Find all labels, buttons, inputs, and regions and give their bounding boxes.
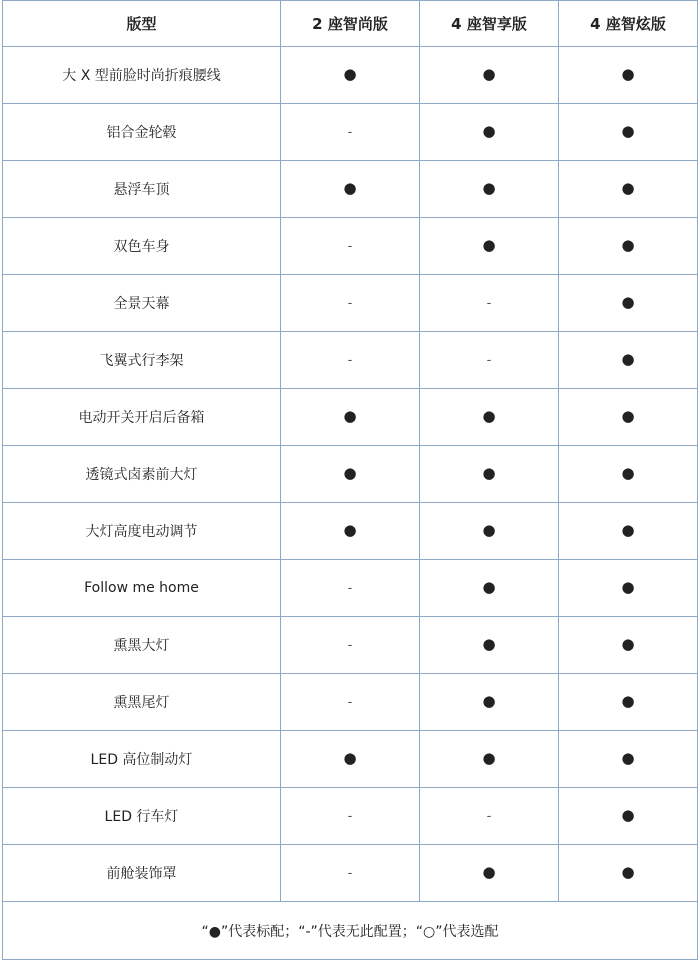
not-available-mark: - <box>347 125 353 140</box>
feature-label: 悬浮车顶 <box>3 161 281 218</box>
spec-cell <box>420 161 559 218</box>
standard-mark: ● <box>343 521 357 539</box>
standard-mark: ● <box>621 863 635 881</box>
standard-mark: ● <box>621 407 635 425</box>
spec-cell <box>281 617 420 674</box>
standard-mark: ● <box>621 293 635 311</box>
not-available-mark: - <box>486 296 492 311</box>
standard-mark: ● <box>482 521 496 539</box>
standard-mark: ● <box>621 692 635 710</box>
header-trim-2seat-zhishang: 2 座智尚版 <box>281 1 420 47</box>
spec-cell <box>420 731 559 788</box>
spec-cell <box>281 788 420 845</box>
standard-mark: ● <box>621 122 635 140</box>
spec-cell <box>281 560 420 617</box>
standard-mark: ● <box>343 407 357 425</box>
spec-cell <box>420 674 559 731</box>
spec-cell <box>281 47 420 104</box>
spec-cell <box>281 104 420 161</box>
standard-mark: ● <box>482 236 496 254</box>
spec-cell <box>559 47 698 104</box>
table-row <box>3 503 698 560</box>
spec-cell <box>281 332 420 389</box>
spec-cell <box>281 389 420 446</box>
standard-mark: ● <box>621 521 635 539</box>
spec-cell <box>281 731 420 788</box>
standard-mark: ● <box>482 578 496 596</box>
not-available-mark: - <box>347 239 353 254</box>
spec-cell <box>420 503 559 560</box>
spec-cell <box>559 104 698 161</box>
spec-cell <box>559 845 698 902</box>
spec-cell <box>420 104 559 161</box>
standard-mark: ● <box>621 806 635 824</box>
spec-cell <box>559 332 698 389</box>
spec-cell <box>420 446 559 503</box>
feature-label: 前舱装饰罩 <box>3 845 281 902</box>
header-trim-4seat-zhixuan: 4 座智炫版 <box>559 1 698 47</box>
spec-cell <box>559 788 698 845</box>
standard-mark: ● <box>621 350 635 368</box>
spec-cell <box>559 617 698 674</box>
spec-cell <box>281 275 420 332</box>
standard-mark: ● <box>621 65 635 83</box>
standard-mark: ● <box>482 122 496 140</box>
not-available-mark: - <box>347 296 353 311</box>
table-row <box>3 731 698 788</box>
spec-cell <box>559 218 698 275</box>
table-row <box>3 617 698 674</box>
feature-label: 熏黑尾灯 <box>3 674 281 731</box>
feature-label: 全景天幕 <box>3 275 281 332</box>
spec-cell <box>420 218 559 275</box>
standard-mark: ● <box>343 179 357 197</box>
standard-mark: ● <box>621 749 635 767</box>
table-row <box>3 218 698 275</box>
standard-mark: ● <box>482 179 496 197</box>
spec-cell <box>281 674 420 731</box>
table-row <box>3 788 698 845</box>
standard-mark: ● <box>482 65 496 83</box>
spec-cell <box>420 845 559 902</box>
spec-cell <box>559 161 698 218</box>
spec-cell <box>420 788 559 845</box>
spec-cell <box>559 503 698 560</box>
spec-cell <box>559 446 698 503</box>
table-body <box>3 47 698 902</box>
standard-mark: ● <box>621 464 635 482</box>
spec-cell <box>281 218 420 275</box>
spec-cell <box>559 560 698 617</box>
feature-label: 飞翼式行李架 <box>3 332 281 389</box>
table-row <box>3 845 698 902</box>
spec-cell <box>559 275 698 332</box>
standard-mark: ● <box>343 65 357 83</box>
spec-cell <box>420 275 559 332</box>
spec-cell <box>420 617 559 674</box>
spec-cell <box>420 47 559 104</box>
spec-table <box>2 0 698 960</box>
standard-mark: ● <box>621 578 635 596</box>
table-row <box>3 389 698 446</box>
standard-mark: ● <box>482 464 496 482</box>
table-row <box>3 275 698 332</box>
table-row <box>3 674 698 731</box>
header-trim-4seat-zhixiang: 4 座智享版 <box>420 1 559 47</box>
table-row <box>3 332 698 389</box>
legend-row <box>3 902 698 960</box>
spec-cell <box>281 161 420 218</box>
spec-cell <box>559 389 698 446</box>
spec-cell <box>420 389 559 446</box>
table-header <box>3 1 698 47</box>
feature-label: LED 高位制动灯 <box>3 731 281 788</box>
standard-mark: ● <box>621 236 635 254</box>
feature-label: 大 X 型前脸时尚折痕腰线 <box>3 47 281 104</box>
not-available-mark: - <box>347 638 353 653</box>
not-available-mark: - <box>347 866 353 881</box>
not-available-mark: - <box>347 353 353 368</box>
standard-mark: ● <box>621 635 635 653</box>
header-row <box>3 1 698 47</box>
feature-label: 双色车身 <box>3 218 281 275</box>
standard-mark: ● <box>482 407 496 425</box>
spec-cell <box>281 845 420 902</box>
standard-mark: ● <box>482 635 496 653</box>
table-row <box>3 47 698 104</box>
standard-mark: ● <box>482 863 496 881</box>
table-row <box>3 104 698 161</box>
standard-mark: ● <box>482 692 496 710</box>
header-feature: 版型 <box>3 1 281 47</box>
standard-mark: ● <box>343 749 357 767</box>
standard-mark: ● <box>621 179 635 197</box>
table-row <box>3 560 698 617</box>
table-row <box>3 446 698 503</box>
standard-mark: ● <box>482 749 496 767</box>
spec-cell <box>559 731 698 788</box>
legend-text: “●”代表标配；“-”代表无此配置；“○”代表选配 <box>3 902 698 960</box>
spec-cell <box>281 503 420 560</box>
spec-cell <box>420 332 559 389</box>
not-available-mark: - <box>486 809 492 824</box>
spec-cell <box>281 446 420 503</box>
table-row <box>3 161 698 218</box>
standard-mark: ● <box>343 464 357 482</box>
not-available-mark: - <box>486 353 492 368</box>
not-available-mark: - <box>347 809 353 824</box>
feature-label: 铝合金轮毂 <box>3 104 281 161</box>
feature-label: 电动开关开启后备箱 <box>3 389 281 446</box>
feature-label: 透镜式卤素前大灯 <box>3 446 281 503</box>
table-footer <box>3 902 698 960</box>
feature-label: 大灯高度电动调节 <box>3 503 281 560</box>
spec-cell <box>420 560 559 617</box>
feature-label: Follow me home <box>3 560 281 617</box>
feature-label: 熏黑大灯 <box>3 617 281 674</box>
feature-label: LED 行车灯 <box>3 788 281 845</box>
not-available-mark: - <box>347 695 353 710</box>
spec-cell <box>559 674 698 731</box>
not-available-mark: - <box>347 581 353 596</box>
